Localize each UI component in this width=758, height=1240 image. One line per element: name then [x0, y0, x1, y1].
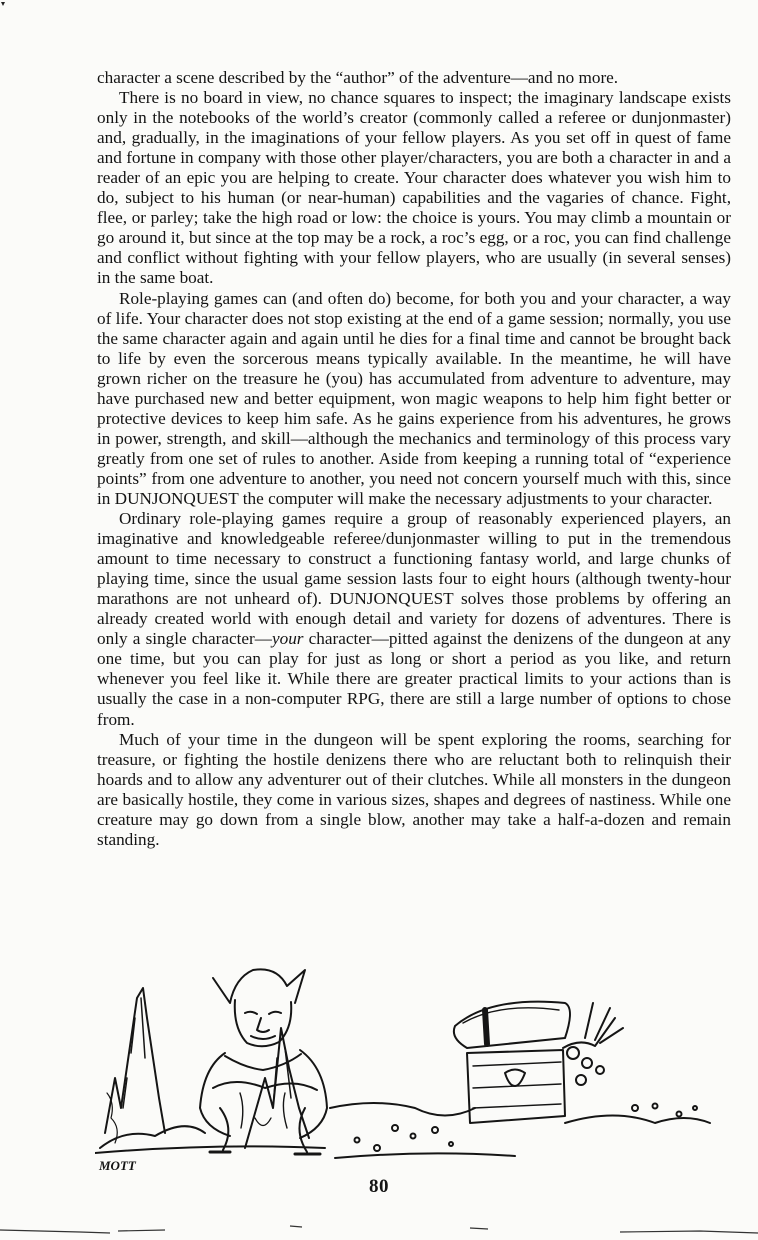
goblin-figure	[200, 969, 327, 1154]
paragraph-1: character a scene described by the “author” of the adventure—and no more.	[97, 68, 619, 87]
paragraph-3: Role-playing games can (and often do) become, for both you and your character, a way of life. Your character does not stop existing at the end of a game session; normally, you use the same character again and again until he dies for a final time and cannot be brought back to life by even the sorcerous means typically available. In the meantime, he will have grown richer on the treasure he (you) has accumulated from adventure to adventure, may have purchased new and better equipment, won magic weapons to help him fight better or protective devices to keep him safe. As he gains experience from his adventures, he grows in power, strength, and skill—although the mechanics and terminology of this process vary greatly from one set of rules to another. Aside from keeping a running total of “experience points” from one adventure to another, you need not concern yourself much with this, since in DUNJONQUEST the computer will make the necessary adjustments to your character.	[97, 288, 731, 508]
goblin-treasure-illustration	[95, 958, 715, 1173]
paragraph-5: Much of your time in the dungeon will be spent exploring the rooms, searching for treasure, or fighting the hostile denizens there who are reluctant both to relinquish their hoards and to allow any adventurer out of their clutches. While all monsters in the dungeon are basically hostile, they come in various sizes, shapes and degrees of nastiness. While one creature may go down from a single blow, another may take a half-a-dozen and remain standing.	[97, 729, 731, 849]
page-bottom-edge	[0, 1218, 758, 1238]
paragraph-4-emphasis: your	[271, 629, 304, 649]
corner-mark	[0, 0, 8, 10]
ground-coins	[330, 1103, 515, 1158]
treasure-chest	[454, 1002, 710, 1123]
paragraph-2: There is no board in view, no chance squares to inspect; the imaginary landscape exists only in the notebooks of the world’s creator (commonly called a referee or dunjonmaster) and, gradually, in the imaginations of your fellow players. As you set off in quest of fame and fortune in company with those other player/characters, you are both a character in and a reader of an epic you are helping to create. Your character does whatever you wish him to do, subject to his human (or near-human) capabilities and the vagaries of chance. Fight, flee, or parley; take the high road or low: the choice is yours. You may climb a mountain or go around it, but since at the top may be a rock, a roc’s egg, or a roc, you can find challenge and conflict without fighting with your fellow players, who are usually (in several senses) in the same boat.	[97, 88, 731, 288]
paragraph-4-before: Ordinary role-playing games require a group of reasonably experienced players, an imaginative and knowledgeable referee/dunjonmaster willing to put in the tremendous amount to time necessary to construct a functioning fantasy world, and large chunks of playing time, since the usual game session lasts four to eight hours (although twenty-hour marathons are not unheard of). DUNJONQUEST solves those problems by offering an already created world with enough detail and variety for dozens of adventures. There is only a single character—	[97, 509, 731, 649]
body-text	[97, 68, 731, 850]
paragraph-4	[97, 509, 731, 730]
artist-signature: MOTT	[99, 1158, 136, 1173]
page-number: 80	[369, 1176, 389, 1197]
paragraph-4-after: character—pitted against the denizens of the dungeon at any one time, but you can play for just as long or short a period as you like, and return whenever you feel like it. While there are greater practical limits to your actions than is usually the case in a non-computer RPG, there are still a large number of options to chose from.	[97, 629, 732, 729]
